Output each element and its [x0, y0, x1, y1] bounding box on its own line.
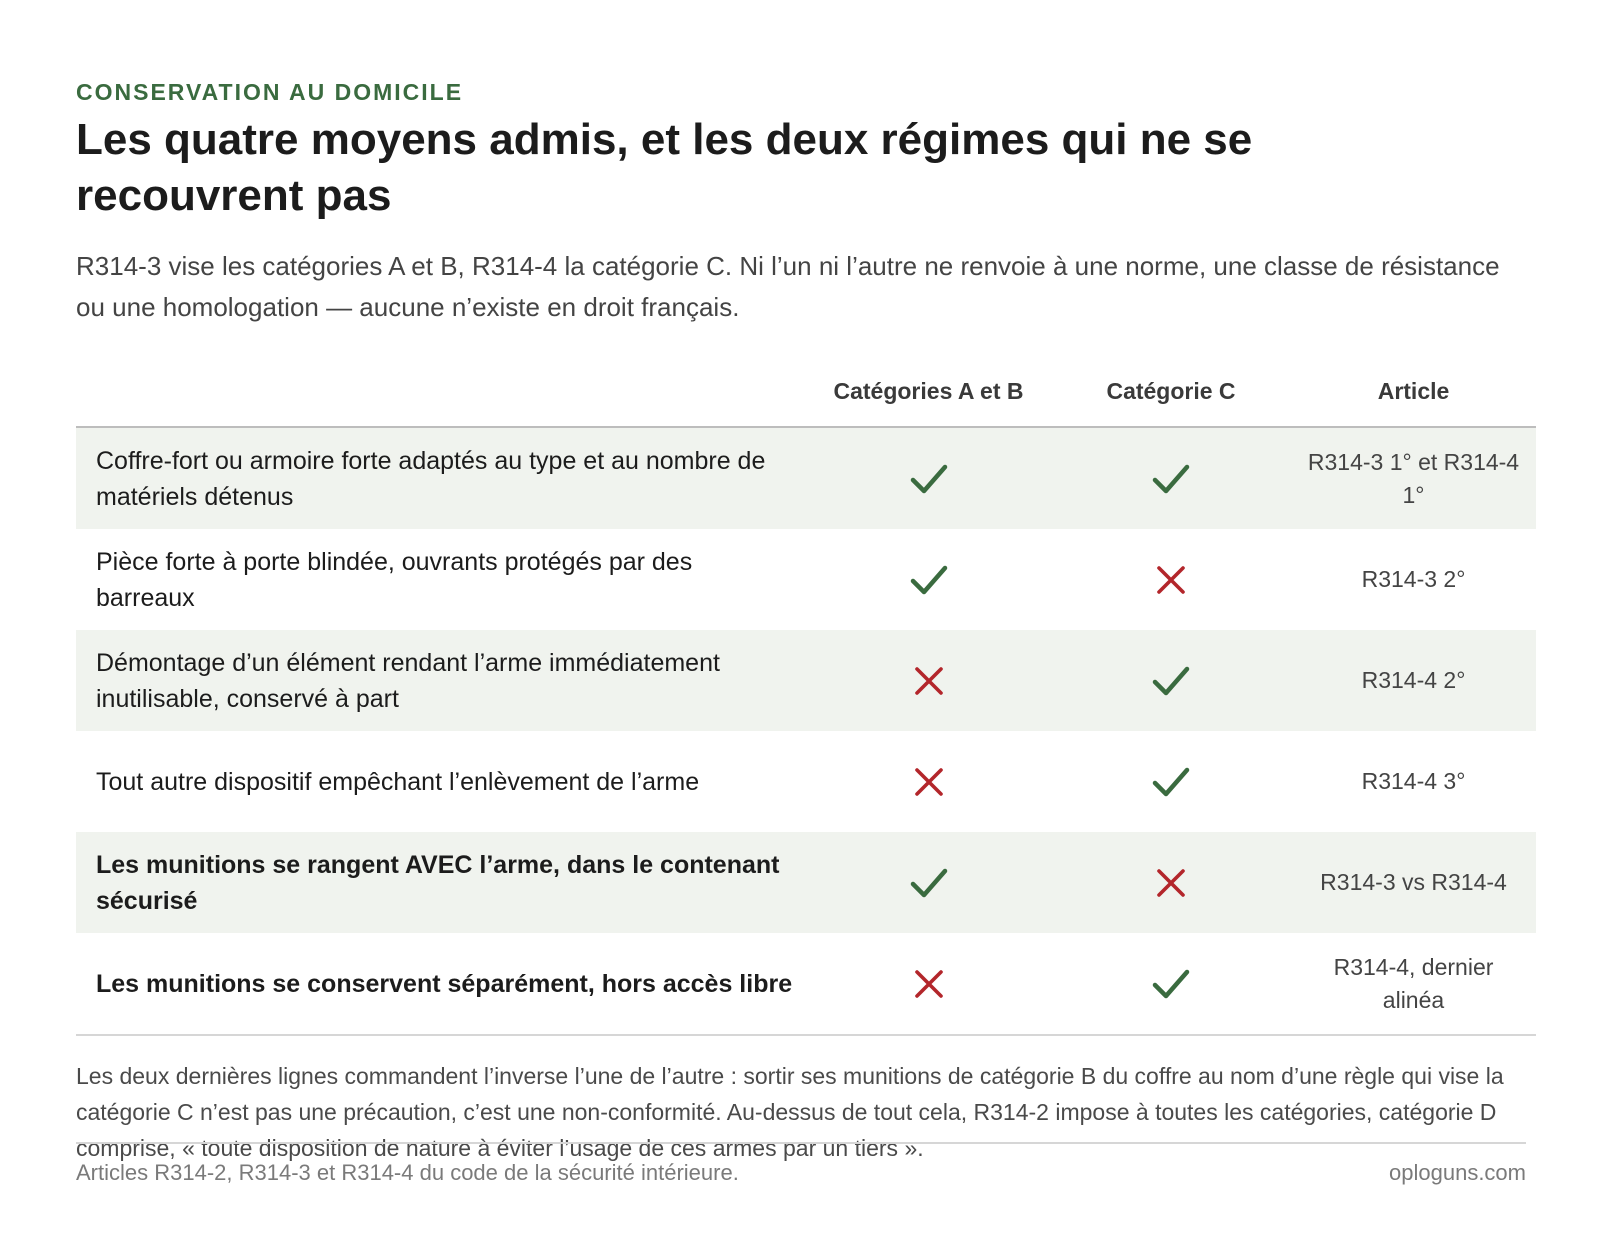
check-icon: [910, 571, 948, 588]
check-icon: [910, 470, 948, 487]
row-article: R314-3 1° et R314-4 1°: [1291, 427, 1536, 529]
table-header-row: [76, 356, 1536, 427]
site-name: oploguns.com: [1389, 1160, 1526, 1185]
table-row: [76, 630, 1536, 731]
cell-categorie-c: [1051, 630, 1291, 731]
row-label: Les munitions se rangent AVEC l’arme, dans le contenant sécurisé: [76, 832, 806, 933]
cell-categorie-c: [1051, 933, 1291, 1035]
eyebrow: CONSERVATION AU DOMICILE: [76, 79, 464, 105]
row-article: R314-4 3°: [1361, 768, 1466, 794]
comparison-table: [76, 356, 1536, 1036]
cell-categories-ab: [806, 933, 1051, 1035]
row-label: Démontage d’un élément rendant l’arme immédiatement inutilisable, conservé à part: [76, 630, 806, 731]
row-article: R314-3 vs R314-4: [1291, 832, 1536, 933]
table-row: [76, 529, 1536, 630]
cell-categories-ab: [806, 832, 1051, 933]
table-row: [76, 731, 1536, 832]
row-label: Tout autre dispositif empêchant l’enlèvement de l’arme: [96, 767, 700, 796]
check-icon: [1152, 773, 1190, 790]
row-label: Pièce forte à porte blindée, ouvrants protégés par des barreaux: [96, 547, 693, 612]
column-header-categorie-c: Catégorie C: [1051, 356, 1291, 427]
source-text: Articles R314-2, R314-3 et R314-4 du code de la sécurité intérieure.: [76, 1160, 739, 1185]
cell-categories-ab: [806, 427, 1051, 529]
cross-icon: [1155, 571, 1187, 588]
table-row: [76, 427, 1536, 529]
cell-categorie-c: [1051, 731, 1291, 832]
cross-icon: [913, 672, 945, 689]
row-article: R314-4 2°: [1291, 630, 1536, 731]
cross-icon: [913, 773, 945, 790]
column-header-categories-ab: Catégories A et B: [806, 356, 1051, 427]
table-body: [76, 427, 1536, 1035]
row-article: R314-3 2°: [1361, 566, 1466, 592]
footnote: Les deux dernières lignes commandent l’inverse l’une de l’autre : sortir ses munitions de catégorie B du coffre au nom d’une règle qui vise la catégorie C n’est pas une précaution, c’est une non-conformité. Au-dessus de tout cela, R314-2 impose à toutes les catégories, catégorie D comprise, « toute disposition de nature à éviter l’usage de ces armes par un tiers ».: [76, 1063, 1504, 1161]
cell-categories-ab: [806, 529, 1051, 630]
check-icon: [1152, 470, 1190, 487]
cell-categorie-c: [1051, 832, 1291, 933]
row-label: Coffre-fort ou armoire forte adaptés au type et au nombre de matériels détenus: [76, 427, 806, 529]
column-header-label: [76, 356, 806, 427]
check-icon: [1152, 975, 1190, 992]
row-label: Les munitions se conservent séparément, hors accès libre: [76, 933, 806, 1035]
footer: [76, 1142, 1526, 1186]
page-title: Les quatre moyens admis, et les deux régimes qui ne se recouvrent pas: [76, 115, 1253, 220]
cell-categories-ab: [806, 630, 1051, 731]
check-icon: [910, 874, 948, 891]
row-article: R314-4, dernier alinéa: [1291, 933, 1536, 1035]
cross-icon: [1155, 874, 1187, 891]
table-row: [76, 832, 1536, 933]
check-icon: [1152, 672, 1190, 689]
subtitle: R314-3 vise les catégories A et B, R314-4 la catégorie C. Ni l’un ni l’autre ne renvoie à une norme, une classe de résistance ou une homologation — aucune n’existe en droit français.: [76, 251, 1500, 322]
column-header-article: Article: [1291, 356, 1536, 427]
cell-categories-ab: [806, 731, 1051, 832]
cross-icon: [913, 975, 945, 992]
cell-categorie-c: [1051, 427, 1291, 529]
table-row: [76, 933, 1536, 1035]
cell-categorie-c: [1051, 529, 1291, 630]
